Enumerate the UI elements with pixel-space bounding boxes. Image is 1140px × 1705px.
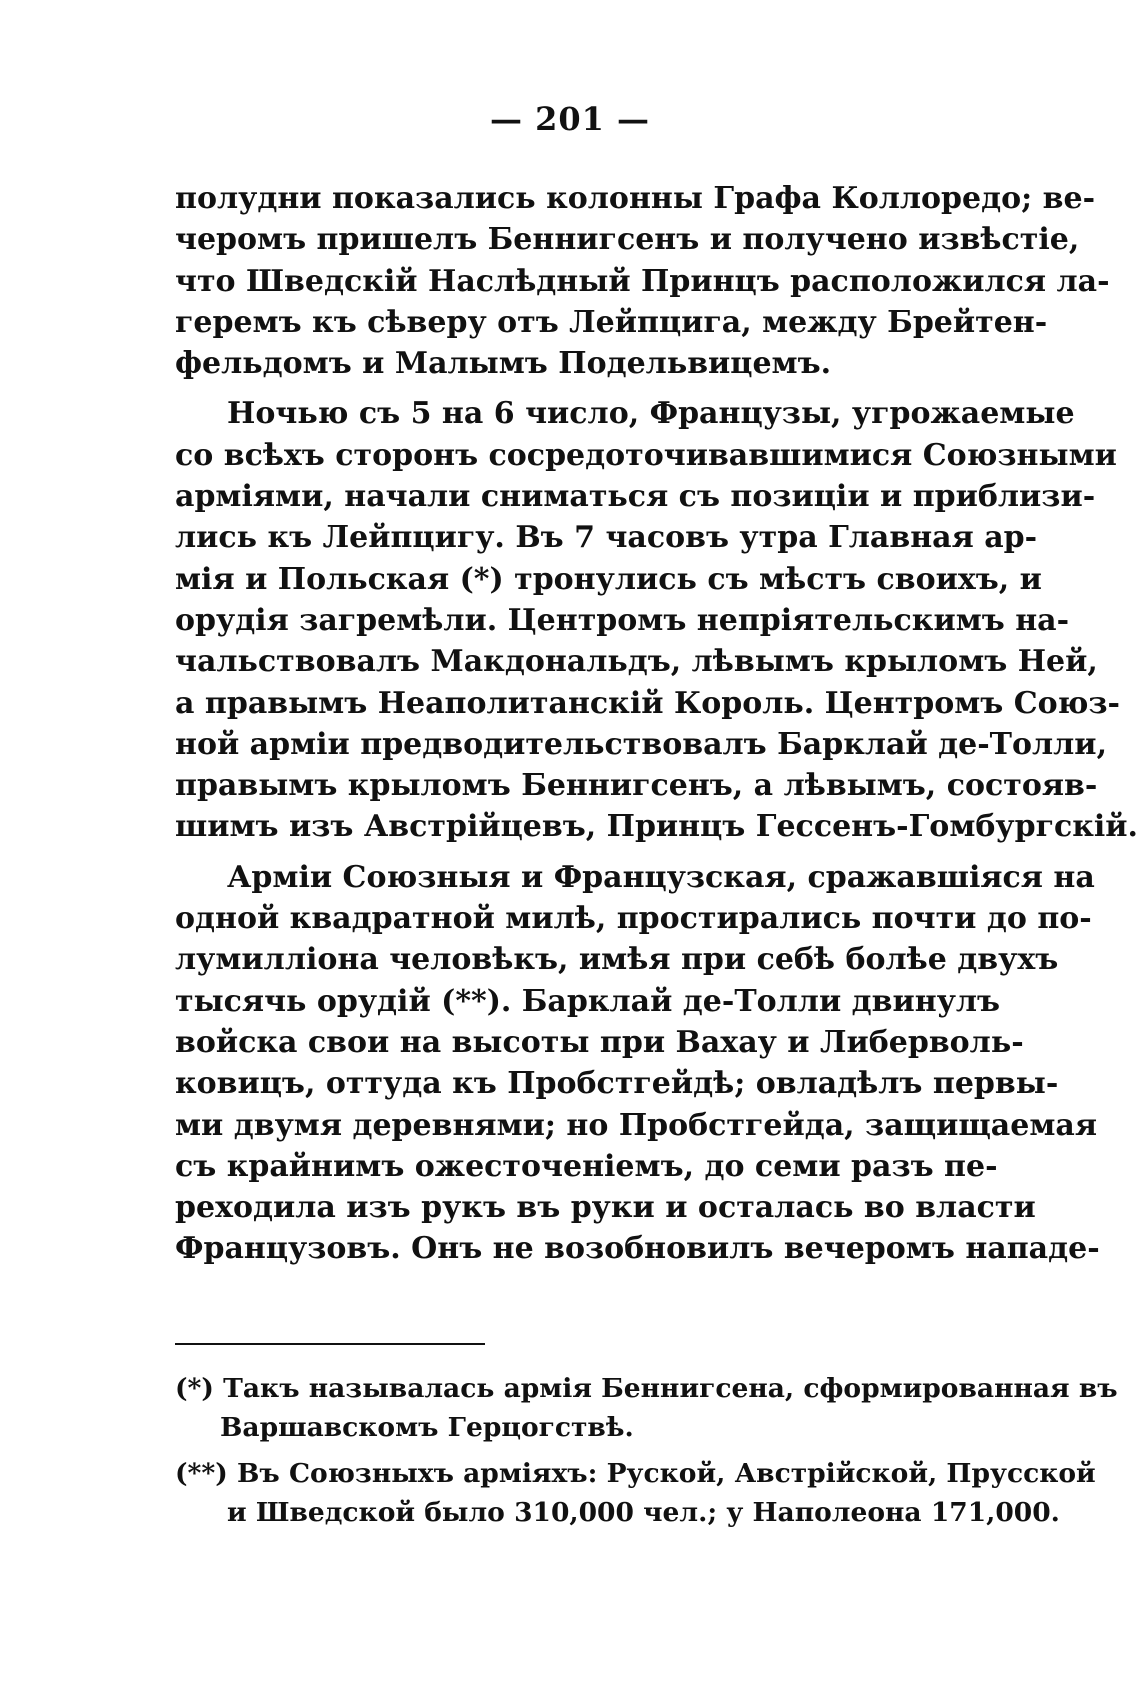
text-line: со всѣхъ сторонъ сосредоточивавшимися Союзными xyxy=(175,437,1117,473)
text-line: одной квадратной милѣ, простирались почти до по- xyxy=(175,901,1092,937)
footnotes xyxy=(175,1370,1118,1532)
page-number: — 201 — xyxy=(489,100,651,138)
text-line: правымъ крыломъ Беннигсенъ, а лѣвымъ, состояв- xyxy=(175,768,1098,804)
text-line: чальствовалъ Макдональдъ, лѣвымъ крыломъ Ней, xyxy=(175,644,1098,680)
text-line: лумилліона человѣкъ, имѣя при себѣ болѣе двухъ xyxy=(175,942,1059,978)
footnote-2 xyxy=(175,1455,1096,1532)
text-line: ной арміи предводительствовалъ Барклай де-Толли, xyxy=(175,726,1108,762)
paragraph-3 xyxy=(175,857,1100,1270)
text-line: арміями, начали сниматься съ позиціи и приблизи- xyxy=(175,479,1096,515)
text-line: тысячь орудій (**). Барклай де-Толли двинулъ xyxy=(175,983,1001,1019)
text-line: черомъ пришелъ Беннигсенъ и получено извѣстіе, xyxy=(175,222,1080,258)
footnote-line: (*) Такъ называлась армія Беннигсена, сформированная въ xyxy=(175,1373,1118,1404)
footnote-1 xyxy=(175,1370,1118,1447)
text-line: а правымъ Неаполитанскій Король. Центромъ Союз- xyxy=(175,685,1120,721)
text-line: мія и Польская (*) тронулись съ мѣстъ своихъ, и xyxy=(175,561,1042,597)
text-line: полудни показались колонны Графа Коллоредо; ве- xyxy=(175,181,1096,216)
text-line: геремъ къ сѣверу отъ Лейпцига, между Брейтен- xyxy=(175,304,1048,340)
paragraph-2 xyxy=(175,393,1138,847)
text-line: реходила изъ рукъ въ руки и осталась во власти xyxy=(175,1190,1036,1226)
text-line: фельдомъ и Малымъ Подельвицемъ. xyxy=(175,346,832,382)
text-line: что Шведскій Наслѣдный Принцъ расположился ла- xyxy=(175,263,1110,299)
text-line: ковицъ, оттуда къ Пробстгейдѣ; овладѣлъ первы- xyxy=(175,1066,1059,1102)
text-line: орудія загремѣли. Центромъ непріятельскимъ на- xyxy=(175,602,1070,638)
text-line: Арміи Союзныя и Французская, сражавшіяся на xyxy=(227,859,1095,895)
text-line: ми двумя деревнями; но Пробстгейда, защищаемая xyxy=(175,1107,1097,1143)
paragraph-1 xyxy=(175,178,1110,384)
text-line: шимъ изъ Австрійцевъ, Принцъ Гессенъ-Гомбургскій. xyxy=(175,809,1138,845)
footnote-divider xyxy=(175,1343,485,1345)
text-line: войска свои на высоты при Вахау и Либерволь- xyxy=(175,1024,1024,1060)
footnote-line: Варшавскомъ Герцогствѣ. xyxy=(220,1411,634,1443)
footnote-line: и Шведской было 310,000 чел.; у Наполеона 171,000. xyxy=(227,1496,1060,1528)
text-line: Ночью съ 5 на 6 число, Французы, угрожаемые xyxy=(227,396,1075,432)
footnote-line: (**) Въ Союзныхъ арміяхъ: Руской, Австрійской, Прусской xyxy=(175,1458,1096,1489)
text-line: съ крайнимъ ожесточеніемъ, до семи разъ пе- xyxy=(175,1148,998,1184)
text-line: Французовъ. Онъ не возобновилъ вечеромъ нападе- xyxy=(175,1231,1100,1267)
body-text xyxy=(175,178,1138,1270)
text-line: лись къ Лейпцигу. Въ 7 часовъ утра Главная ар- xyxy=(175,520,1038,556)
